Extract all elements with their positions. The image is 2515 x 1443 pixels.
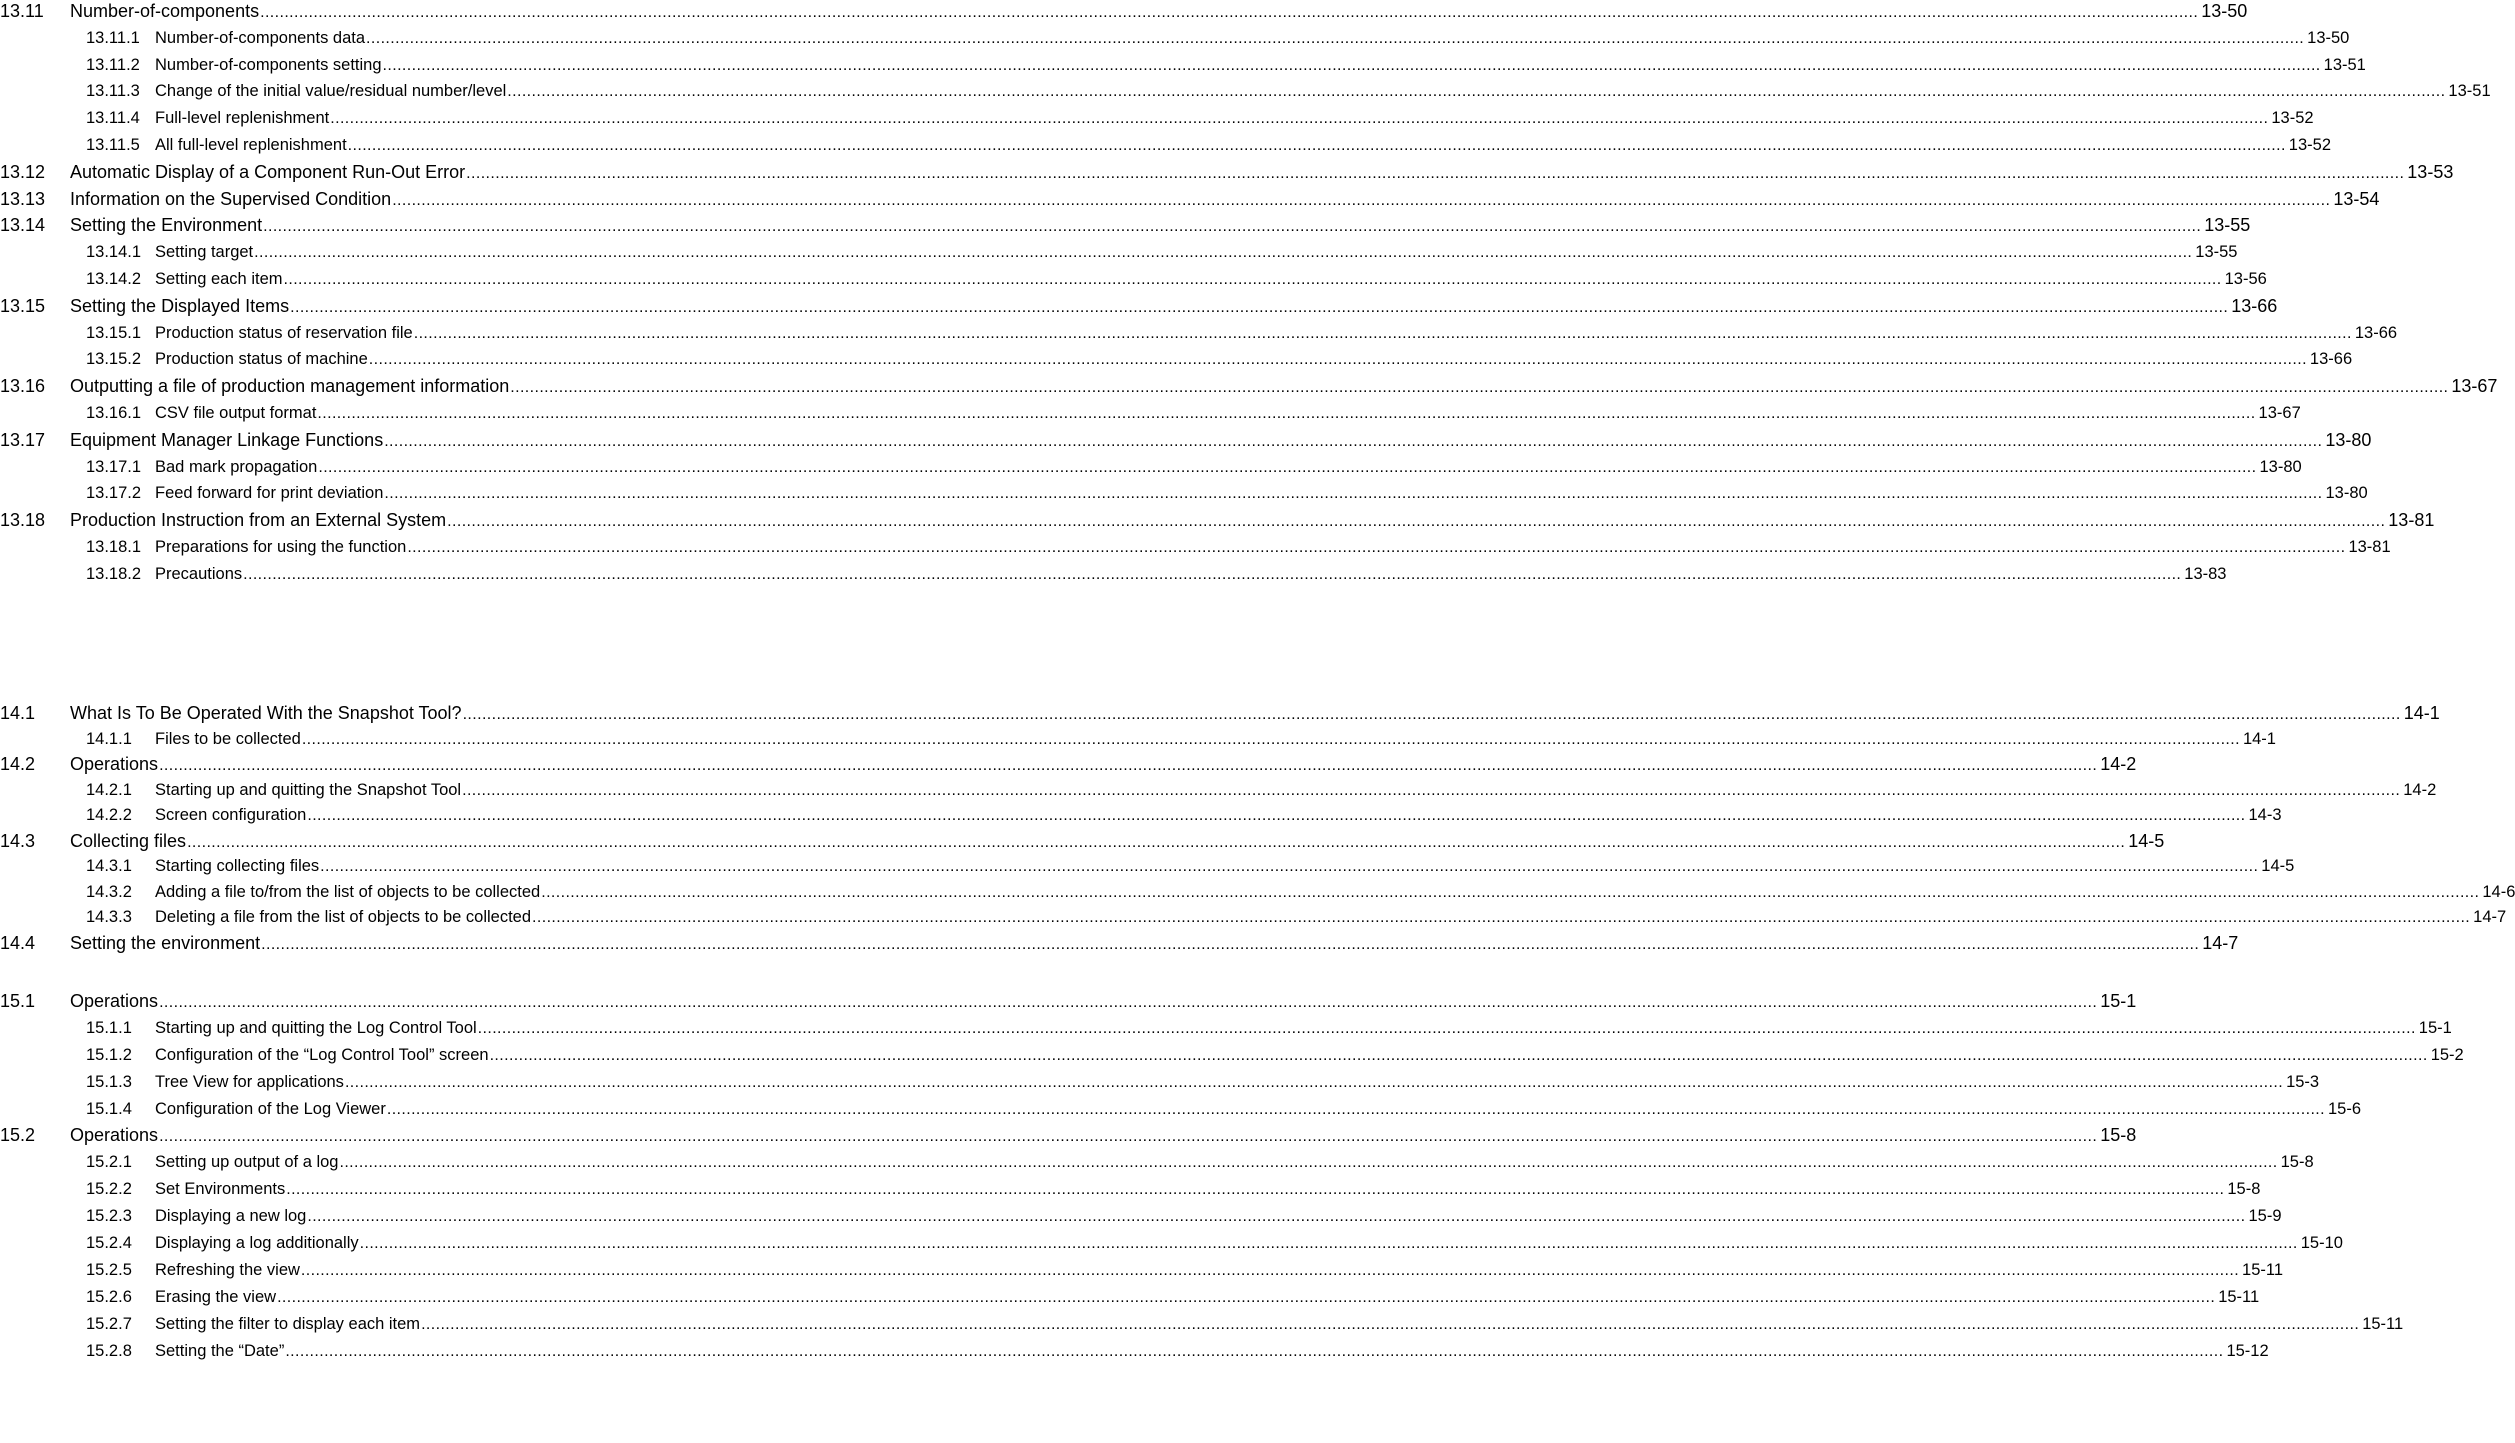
toc-entry[interactable] [0,988,2137,1015]
section-number: 15.1.3 [86,1072,132,1091]
page-number: 13-83 [2184,564,2227,583]
section-number: 13.17.1 [86,457,142,476]
dot-leader: ................................................................................................................................................................................................................................................................................................................................................................................................................ [261,935,2200,953]
section-number: 14.3.3 [86,908,132,926]
dot-leader: ................................................................................................................................................................................................................................................................................................................................................................................................................ [366,29,2305,47]
section-number: 13.17 [0,429,46,450]
section-title: Production status of machine [155,350,368,369]
section-title: Number-of-components data [155,28,366,47]
section-number: 15.2.8 [86,1341,132,1360]
section-title: Setting the “Date” [155,1341,285,1360]
toc-entry[interactable] [0,1149,2314,1176]
toc-entry[interactable] [0,266,2267,293]
dot-leader: ................................................................................................................................................................................................................................................................................................................................................................................................................ [368,351,2307,369]
dot-leader: ................................................................................................................................................................................................................................................................................................................................................................................................................ [384,485,2323,503]
page-number: 15-11 [2218,1287,2260,1306]
page-number: 13-50 [2201,1,2248,21]
section-number: 15.2 [0,1125,36,1146]
section-title: Number-of-components [70,1,260,21]
section-title: Feed forward for print deviation [155,484,384,503]
section-title: Configuration of the “Log Control Tool” screen [155,1045,489,1064]
dot-leader: ................................................................................................................................................................................................................................................................................................................................................................................................................ [159,757,2098,774]
dot-leader: ................................................................................................................................................................................................................................................................................................................................................................................................................ [489,1046,2428,1064]
toc-entry[interactable] [0,829,2165,855]
dot-leader: ................................................................................................................................................................................................................................................................................................................................................................................................................ [307,1208,2246,1226]
page-number: 13-54 [2333,188,2380,209]
toc-entry[interactable] [0,561,2227,588]
page-number: 13-67 [2258,403,2301,422]
toc-entry[interactable] [0,320,2398,347]
toc-entry[interactable] [0,752,2137,778]
dot-leader: ................................................................................................................................................................................................................................................................................................................................................................................................................ [290,298,2229,316]
dot-leader: ................................................................................................................................................................................................................................................................................................................................................................................................................ [413,324,2352,342]
toc-entry[interactable] [0,25,2350,52]
section-title: Outputting a file of production management information [70,376,510,397]
section-title: Tree View for applications [155,1072,344,1091]
toc-entry[interactable] [0,1096,2362,1123]
section-title: Preparations for using the function [155,537,407,556]
toc-entry[interactable] [0,1230,2343,1257]
page-number: 13-80 [2259,457,2302,476]
dot-leader: ................................................................................................................................................................................................................................................................................................................................................................................................................ [263,218,2202,236]
page-number: 13-66 [2309,350,2353,369]
toc-entry[interactable] [0,186,2380,213]
section-number: 13.17.2 [86,484,142,503]
dot-leader: ................................................................................................................................................................................................................................................................................................................................................................................................................ [344,1073,2284,1091]
section-number: 15.2.5 [86,1260,132,1279]
page-number: 14-2 [2100,754,2137,774]
section-title: What Is To Be Operated With the Snapshot Tool? [70,703,462,723]
page-number: 13-53 [2407,161,2454,182]
dot-leader: ................................................................................................................................................................................................................................................................................................................................................................................................................ [159,1128,2098,1146]
page-number: 14-1 [2242,729,2276,748]
dot-leader: ................................................................................................................................................................................................................................................................................................................................................................................................................ [286,1181,2225,1199]
section-title: Displaying a new log [155,1207,307,1226]
section-title: Full-level replenishment [155,109,330,128]
page-number: 15-2 [2430,1045,2464,1064]
section-title: Displaying a log additionally [155,1234,359,1253]
section-title: Screen configuration [155,806,307,824]
section-title: Production Instruction from an External System [70,510,447,531]
dot-leader: ................................................................................................................................................................................................................................................................................................................................................................................................................ [462,781,2401,799]
dot-leader: ................................................................................................................................................................................................................................................................................................................................................................................................................ [300,1261,2240,1279]
section-number: 14.4 [0,932,36,953]
section-title: Collecting files [70,830,187,851]
dot-leader: ................................................................................................................................................................................................................................................................................................................................................................................................................ [359,1235,2298,1253]
section-number: 13.14 [0,215,46,236]
toc-entry[interactable] [0,454,2302,481]
section-number: 13.13 [0,188,46,209]
section-number: 14.3.2 [86,882,132,901]
page-number: 14-7 [2473,908,2507,926]
page-number: 15-8 [2227,1180,2261,1199]
dot-leader: ................................................................................................................................................................................................................................................................................................................................................................................................................ [392,191,2331,209]
section-title: Erasing the view [155,1287,277,1306]
section-number: 13.11.2 [86,55,140,74]
section-number: 13.16 [0,376,46,397]
section-number: 13.11.1 [86,28,140,47]
page-number: 13-55 [2204,215,2251,236]
section-number: 15.1 [0,991,36,1011]
section-number: 13.15 [0,295,46,316]
dot-leader: ................................................................................................................................................................................................................................................................................................................................................................................................................ [382,56,2321,74]
dot-leader: ................................................................................................................................................................................................................................................................................................................................................................................................................ [462,706,2401,723]
section-number: 15.2.1 [86,1153,132,1172]
toc-entry[interactable] [0,1122,2137,1149]
toc-entry[interactable] [0,701,2440,727]
page-number: 14-3 [2248,806,2282,824]
section-number: 13.11 [0,1,44,21]
section-number: 15.2.6 [86,1287,132,1306]
section-title: Automatic Display of a Component Run-Out Error [70,161,466,182]
toc-entry[interactable] [0,52,2366,79]
toc-entry[interactable] [0,727,2276,753]
section-number: 13.14.2 [86,269,142,288]
page-number: 13-50 [2307,28,2350,47]
toc-entry[interactable] [0,880,2515,906]
toc-entry[interactable] [0,534,2391,561]
section-number: 13.18.2 [86,564,142,583]
toc-entry[interactable] [0,427,2372,454]
toc-entry[interactable] [0,346,2353,373]
toc-entry[interactable] [0,159,2454,186]
dot-leader: ................................................................................................................................................................................................................................................................................................................................................................................................................ [447,513,2386,531]
page-number: 13-81 [2348,537,2391,556]
toc-entry[interactable] [0,905,2507,931]
page-number: 15-1 [2418,1018,2452,1037]
page-number: 13-66 [2354,323,2398,342]
toc-group-chapter-14 [0,701,2515,956]
page-number: 13-66 [2231,295,2278,316]
toc-entry[interactable] [0,78,2491,105]
toc-entry[interactable] [0,1311,2404,1338]
dot-leader: ................................................................................................................................................................................................................................................................................................................................................................................................................ [318,458,2257,476]
section-title: Production status of reservation file [155,323,413,342]
section-number: 13.11.3 [86,82,140,101]
toc-group-chapter-15 [0,988,2464,1364]
dot-leader: ................................................................................................................................................................................................................................................................................................................................................................................................................ [477,1019,2416,1037]
section-title: Setting the filter to display each item [155,1314,421,1333]
toc-entry[interactable] [0,373,2498,400]
section-number: 14.1 [0,703,36,723]
toc-entry[interactable] [0,931,2239,957]
dot-leader: ................................................................................................................................................................................................................................................................................................................................................................................................................ [541,883,2480,901]
section-number: 14.2.2 [86,806,132,824]
section-title: Configuration of the Log Viewer [155,1099,386,1118]
section-number: 14.3 [0,830,36,851]
toc-entry[interactable] [0,239,2238,266]
page-number: 15-11 [2362,1314,2404,1333]
page-number: 15-8 [2280,1153,2314,1172]
section-number: 13.11.4 [86,109,140,128]
section-title: Setting up output of a log [155,1153,339,1172]
toc-entry[interactable] [0,1042,2464,1069]
section-title: Setting target [155,243,254,262]
section-title: Change of the initial value/residual number/level [155,82,507,101]
section-title: Operations [70,991,159,1011]
page-number: 15-1 [2100,991,2137,1011]
toc-entry[interactable] [0,778,2437,804]
toc-group-chapter-13 [0,0,2498,588]
page-number: 14-5 [2128,830,2165,851]
section-title: Refreshing the view [155,1260,300,1279]
dot-leader: ................................................................................................................................................................................................................................................................................................................................................................................................................ [243,565,2182,583]
section-title: Starting up and quitting the Snapshot Tool [155,780,462,799]
section-title: Starting up and quitting the Log Control Tool [155,1018,477,1037]
page-number: 13-80 [2325,484,2368,503]
section-number: 13.18 [0,510,46,531]
dot-leader: ................................................................................................................................................................................................................................................................................................................................................................................................................ [283,270,2222,288]
page-number: 15-12 [2226,1341,2269,1360]
dot-leader: ................................................................................................................................................................................................................................................................................................................................................................................................................ [384,432,2323,450]
dot-leader: ................................................................................................................................................................................................................................................................................................................................................................................................................ [407,538,2346,556]
section-title: Files to be collected [155,729,301,748]
dot-leader: ................................................................................................................................................................................................................................................................................................................................................................................................................ [386,1100,2325,1118]
dot-leader: ................................................................................................................................................................................................................................................................................................................................................................................................................ [307,807,2246,824]
section-number: 13.15.2 [86,350,142,369]
toc-entry[interactable] [0,400,2301,427]
dot-leader: ................................................................................................................................................................................................................................................................................................................................................................................................................ [317,404,2256,422]
page-number: 13-80 [2325,429,2372,450]
page-number: 13-67 [2451,376,2498,397]
toc-entry[interactable] [0,212,2251,239]
page-number: 13-52 [2288,135,2331,154]
section-number: 13.18.1 [86,537,142,556]
section-number: 14.2.1 [86,780,132,799]
page-number: 15-6 [2327,1099,2362,1118]
toc-entry[interactable] [0,1176,2261,1203]
toc-entry[interactable] [0,854,2295,880]
page-number: 15-3 [2286,1072,2320,1091]
dot-leader: ................................................................................................................................................................................................................................................................................................................................................................................................................ [320,858,2259,875]
dot-leader: ................................................................................................................................................................................................................................................................................................................................................................................................................ [159,994,2098,1011]
section-number: 13.11.5 [86,135,140,154]
toc-entry[interactable] [0,1069,2320,1096]
dot-leader: ................................................................................................................................................................................................................................................................................................................................................................................................................ [277,1288,2216,1306]
section-title: Number-of-components setting [155,55,382,74]
dot-leader: ................................................................................................................................................................................................................................................................................................................................................................................................................ [285,1342,2224,1360]
section-title: Precautions [155,564,243,583]
toc-entry[interactable] [0,507,2435,534]
section-title: Setting the Environment [70,215,263,236]
section-title: CSV file output format [155,403,317,422]
section-title: Operations [70,754,159,774]
page-number: 14-7 [2202,932,2239,953]
section-number: 13.15.1 [86,323,142,342]
section-number: 15.1.1 [86,1018,132,1037]
section-number: 14.2 [0,754,36,774]
section-title: Equipment Manager Linkage Functions [70,429,384,450]
dot-leader: ................................................................................................................................................................................................................................................................................................................................................................................................................ [187,833,2126,851]
dot-leader: ................................................................................................................................................................................................................................................................................................................................................................................................................ [510,379,2449,397]
toc-entry[interactable] [0,0,2248,25]
section-title: Information on the Supervised Condition [70,188,392,209]
page-number: 15-10 [2300,1234,2343,1253]
dot-leader: ................................................................................................................................................................................................................................................................................................................................................................................................................ [532,909,2471,926]
section-title: All full-level replenishment [155,135,347,154]
page-number: 15-8 [2100,1125,2137,1146]
dot-leader: ................................................................................................................................................................................................................................................................................................................................................................................................................ [421,1315,2360,1333]
toc-entry[interactable] [0,803,2282,829]
page-number: 13-56 [2224,269,2267,288]
section-title: Setting each item [155,269,283,288]
dot-leader: ................................................................................................................................................................................................................................................................................................................................................................................................................ [466,164,2405,182]
toc-entry[interactable] [0,480,2368,507]
toc-entry[interactable] [0,293,2278,320]
section-title: Set Environments [155,1180,286,1199]
section-number: 13.12 [0,161,46,182]
section-number: 15.2.3 [86,1207,132,1226]
dot-leader: ................................................................................................................................................................................................................................................................................................................................................................................................................ [339,1154,2278,1172]
dot-leader: ................................................................................................................................................................................................................................................................................................................................................................................................................ [507,83,2446,101]
section-number: 15.1.4 [86,1099,132,1118]
toc-entry[interactable] [0,1203,2282,1230]
section-number: 13.16.1 [86,403,142,422]
section-number: 15.1.2 [86,1045,132,1064]
dot-leader: ................................................................................................................................................................................................................................................................................................................................................................................................................ [254,244,2193,262]
section-title: Adding a file to/from the list of objects to be collected [155,882,541,901]
section-number: 15.2.4 [86,1234,132,1253]
page-number: 13-81 [2388,510,2435,531]
page-number: 14-1 [2403,703,2440,723]
dot-leader: ................................................................................................................................................................................................................................................................................................................................................................................................................ [301,730,2240,748]
page-number: 13-52 [2271,109,2314,128]
page-number: 15-9 [2248,1207,2282,1226]
page-number: 14-6 [2482,882,2515,901]
toc-entry[interactable] [0,1284,2260,1311]
page-number: 13-51 [2323,55,2366,74]
section-number: 15.2.2 [86,1180,132,1199]
toc-entry[interactable] [0,1338,2269,1365]
section-number: 13.14.1 [86,243,142,262]
page-number: 14-2 [2403,780,2437,799]
section-number: 15.2.7 [86,1314,132,1333]
section-title: Setting the Displayed Items [70,295,290,316]
toc-entry[interactable] [0,132,2331,159]
section-title: Deleting a file from the list of objects to be collected [155,908,532,926]
section-title: Operations [70,1125,159,1146]
page-number: 14-5 [2261,857,2295,875]
section-number: 14.1.1 [86,729,132,748]
toc-entry[interactable] [0,1015,2452,1042]
page-number: 13-55 [2195,243,2238,262]
toc-entry[interactable] [0,1257,2284,1284]
section-number: 14.3.1 [86,857,132,875]
page-number: 15-11 [2242,1260,2284,1279]
section-title: Setting the environment [70,932,261,953]
section-title: Starting collecting files [155,857,320,875]
section-title: Bad mark propagation [155,457,318,476]
dot-leader: ................................................................................................................................................................................................................................................................................................................................................................................................................ [347,136,2286,154]
page-number: 13-51 [2448,82,2491,101]
dot-leader: ................................................................................................................................................................................................................................................................................................................................................................................................................ [260,4,2199,21]
dot-leader: ................................................................................................................................................................................................................................................................................................................................................................................................................ [330,110,2269,128]
toc-entry[interactable] [0,105,2314,132]
